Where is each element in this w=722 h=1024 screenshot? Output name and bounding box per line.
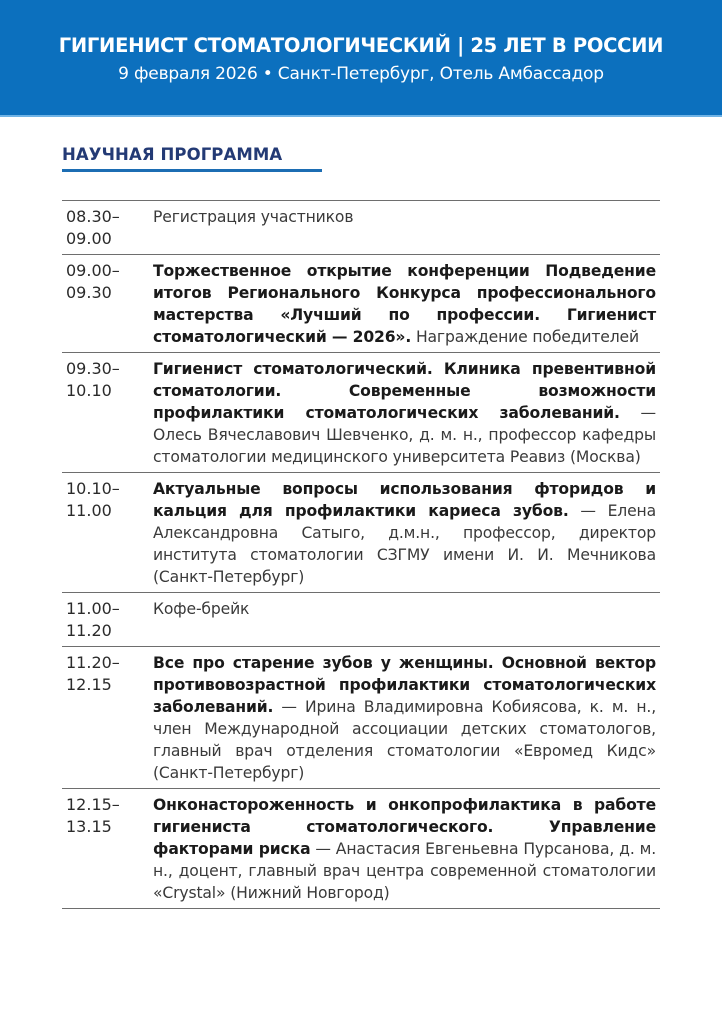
program-row — [62, 647, 660, 789]
time-end: 09.00 — [66, 229, 112, 248]
session-details: — Анастасия Евгеньевна Пурсанова, д. м. н., доцент, главный врач центра современной стоматологии «Crystal» (Нижний Новгород) — [153, 840, 656, 902]
session-description — [153, 478, 660, 588]
session-description — [153, 794, 660, 904]
time-start: 11.20– — [66, 653, 120, 672]
session-details: — Елена Александровна Сатыго, д.м.н., профессор, директор института стоматологии СЗГМУ имени И. И. Мечникова (Санкт-Петербург) — [153, 502, 656, 586]
program-row — [62, 201, 660, 255]
event-date-location: 9 февраля 2026 • Санкт-Петербург, Отель Амбассадор — [118, 64, 604, 84]
time-end: 11.20 — [66, 621, 112, 640]
session-description — [153, 598, 660, 642]
program-table — [62, 200, 660, 909]
time-slot — [62, 206, 153, 250]
time-slot — [62, 598, 153, 642]
time-end: 10.10 — [66, 381, 112, 400]
time-start: 12.15– — [66, 795, 120, 814]
session-title: Гигиенист стоматологический. Клиника превентивной стоматологии. Современные возможности профилактики стоматологических заболеваний. — [153, 360, 656, 422]
section-underline — [62, 169, 322, 172]
time-end: 09.30 — [66, 283, 112, 302]
session-title: Торжественное открытие конференции Подведение итогов Регионального Конкурса профессионального мастерства «Лучший по профессии. Гигиенист стоматологический — 2026». — [153, 262, 656, 346]
program-row — [62, 255, 660, 353]
event-title: ГИГИЕНИСТ СТОМАТОЛОГИЧЕСКИЙ | 25 ЛЕТ В РОССИИ — [58, 34, 664, 57]
session-details: — Ирина Владимировна Кобиясова, к. м. н., член Международной ассоциации детских стоматологов, главный врач отделения стоматологии «Евромед Кидс» (Санкт-Петербург) — [153, 698, 656, 782]
time-start: 11.00– — [66, 599, 120, 618]
time-slot — [62, 358, 153, 468]
time-end: 13.15 — [66, 817, 112, 836]
time-start: 08.30– — [66, 207, 120, 226]
time-slot — [62, 652, 153, 784]
time-end: 11.00 — [66, 501, 112, 520]
page-header — [0, 0, 722, 117]
session-description — [153, 652, 660, 784]
session-details: Награждение победителей — [411, 328, 639, 346]
section-title: НАУЧНАЯ ПРОГРАММА — [62, 145, 283, 164]
session-title: Онконастороженность и онкопрофилактика в работе гигиениста стоматологического. Управление факторами риска — [153, 796, 656, 858]
program-row — [62, 593, 660, 647]
time-slot — [62, 478, 153, 588]
session-description — [153, 358, 660, 468]
session-details: Кофе-брейк — [153, 600, 250, 618]
session-details: — Олесь Вячеславович Шевченко, д. м. н., профессор кафедры стоматологии медицинского университета Реавиз (Москва) — [153, 404, 656, 466]
program-row — [62, 353, 660, 473]
session-description — [153, 206, 660, 250]
time-start: 10.10– — [66, 479, 120, 498]
session-title: Все про старение зубов у женщины. Основной вектор противовозрастной профилактики стоматологических заболеваний. — [153, 654, 656, 716]
session-description — [153, 260, 660, 348]
session-title: Актуальные вопросы использования фторидов и кальция для профилактики кариеса зубов. — [153, 480, 656, 520]
session-details: Регистрация участников — [153, 208, 354, 226]
time-slot — [62, 794, 153, 904]
program-row — [62, 789, 660, 909]
program-row — [62, 473, 660, 593]
time-start: 09.00– — [66, 261, 120, 280]
time-slot — [62, 260, 153, 348]
time-end: 12.15 — [66, 675, 112, 694]
time-start: 09.30– — [66, 359, 120, 378]
